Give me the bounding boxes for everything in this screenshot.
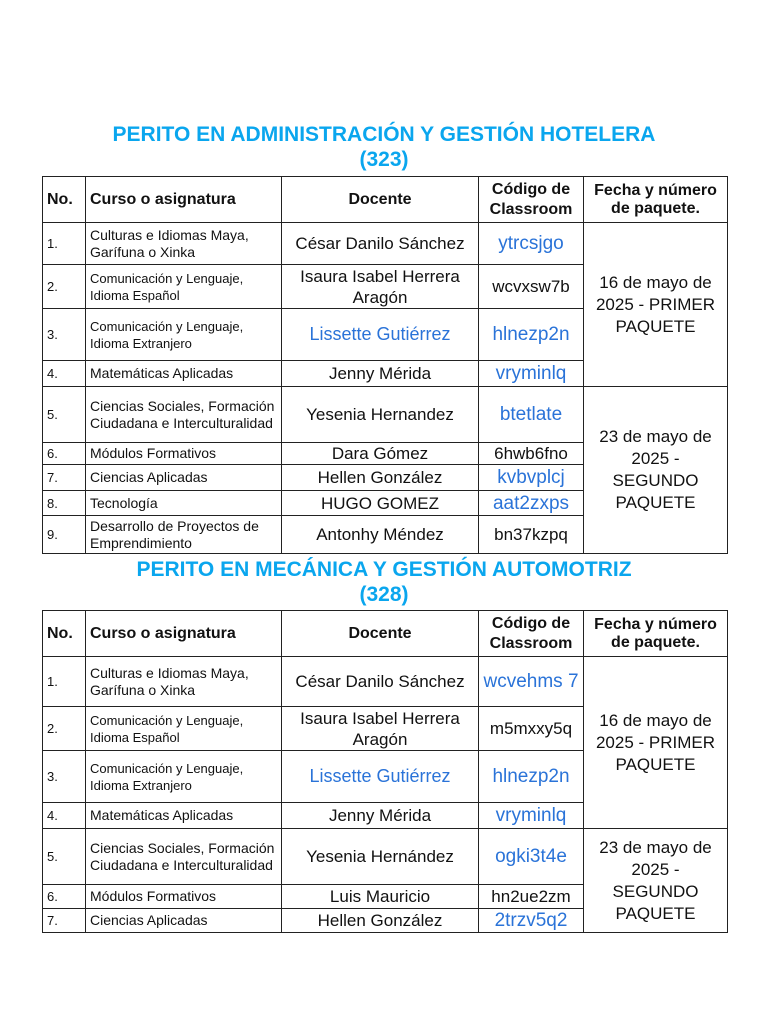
row-number: 3. bbox=[43, 309, 86, 361]
row-number: 1. bbox=[43, 223, 86, 265]
course-name: Comunicación y Lenguaje, Idioma Español bbox=[86, 265, 282, 309]
header-no: No. bbox=[43, 177, 86, 223]
course-name: Comunicación y Lenguaje, Idioma Extranjero bbox=[86, 309, 282, 361]
classroom-code: wcvxsw7b bbox=[479, 265, 584, 309]
row-number: 4. bbox=[43, 803, 86, 829]
classroom-code: m5mxxy5q bbox=[479, 707, 584, 751]
teacher-name: Jenny Mérida bbox=[282, 361, 479, 387]
header-date: Fecha y número de paquete. bbox=[584, 177, 728, 223]
course-name: Comunicación y Lenguaje, Idioma Extranjero bbox=[86, 751, 282, 803]
classroom-code[interactable]: ytrcsjgo bbox=[479, 223, 584, 265]
row-number: 6. bbox=[43, 443, 86, 465]
row-number: 3. bbox=[43, 751, 86, 803]
table-row bbox=[43, 387, 728, 443]
teacher-name: César Danilo Sánchez bbox=[282, 223, 479, 265]
classroom-code[interactable]: btetlate bbox=[479, 387, 584, 443]
row-number: 1. bbox=[43, 657, 86, 707]
row-number: 2. bbox=[43, 707, 86, 751]
course-name: Ciencias Aplicadas bbox=[86, 909, 282, 933]
schedule-table bbox=[42, 610, 728, 933]
table-row bbox=[43, 657, 728, 707]
package-date: 23 de mayo de 2025 - SEGUNDO PAQUETE bbox=[584, 387, 728, 554]
section-title bbox=[0, 122, 768, 172]
classroom-code[interactable]: hlnezp2n bbox=[479, 309, 584, 361]
header-course: Curso o asignatura bbox=[86, 611, 282, 657]
teacher-name: Antonhy Méndez bbox=[282, 516, 479, 554]
row-number: 7. bbox=[43, 465, 86, 491]
course-name: Módulos Formativos bbox=[86, 443, 282, 465]
teacher-name: Jenny Mérida bbox=[282, 803, 479, 829]
course-name: Matemáticas Aplicadas bbox=[86, 803, 282, 829]
teacher-name: Hellen González bbox=[282, 909, 479, 933]
teacher-name: Dara Gómez bbox=[282, 443, 479, 465]
course-name: Tecnología bbox=[86, 491, 282, 516]
table-header-row bbox=[43, 177, 728, 223]
program-code: (323) bbox=[359, 148, 409, 171]
course-name: Desarrollo de Proyectos de Emprendimiento bbox=[86, 516, 282, 554]
package-date: 16 de mayo de 2025 - PRIMER PAQUETE bbox=[584, 223, 728, 387]
teacher-name: Isaura Isabel Herrera Aragón bbox=[282, 707, 479, 751]
header-no: No. bbox=[43, 611, 86, 657]
header-course: Curso o asignatura bbox=[86, 177, 282, 223]
course-name: Ciencias Sociales, Formación Ciudadana e Interculturalidad bbox=[86, 829, 282, 885]
teacher-name: Isaura Isabel Herrera Aragón bbox=[282, 265, 479, 309]
header-code: Código de Classroom bbox=[479, 177, 584, 223]
program-code: (328) bbox=[359, 583, 409, 606]
schedule-table bbox=[42, 176, 728, 554]
classroom-code[interactable]: hlnezp2n bbox=[479, 751, 584, 803]
row-number: 7. bbox=[43, 909, 86, 933]
classroom-code: hn2ue2zm bbox=[479, 885, 584, 909]
course-name: Ciencias Aplicadas bbox=[86, 465, 282, 491]
course-name: Comunicación y Lenguaje, Idioma Español bbox=[86, 707, 282, 751]
classroom-code[interactable]: ogki3t4e bbox=[479, 829, 584, 885]
classroom-code[interactable]: vryminlq bbox=[479, 361, 584, 387]
row-number: 8. bbox=[43, 491, 86, 516]
classroom-code[interactable]: kvbvplcj bbox=[479, 465, 584, 491]
row-number: 2. bbox=[43, 265, 86, 309]
classroom-code: bn37kzpq bbox=[479, 516, 584, 554]
header-teacher: Docente bbox=[282, 177, 479, 223]
course-name: Módulos Formativos bbox=[86, 885, 282, 909]
header-teacher: Docente bbox=[282, 611, 479, 657]
row-number: 5. bbox=[43, 829, 86, 885]
teacher-name[interactable]: Lissette Gutiérrez bbox=[282, 751, 479, 803]
classroom-code[interactable]: vryminlq bbox=[479, 803, 584, 829]
table-row bbox=[43, 829, 728, 885]
table-row bbox=[43, 223, 728, 265]
classroom-code[interactable]: aat2zxps bbox=[479, 491, 584, 516]
teacher-name: HUGO GOMEZ bbox=[282, 491, 479, 516]
program-name: PERITO EN ADMINISTRACIÓN Y GESTIÓN HOTELERA bbox=[112, 123, 656, 146]
row-number: 9. bbox=[43, 516, 86, 554]
course-name: Ciencias Sociales, Formación Ciudadana e Interculturalidad bbox=[86, 387, 282, 443]
classroom-code[interactable]: 2trzv5q2 bbox=[479, 909, 584, 933]
row-number: 5. bbox=[43, 387, 86, 443]
teacher-name: Luis Mauricio bbox=[282, 885, 479, 909]
package-date: 16 de mayo de 2025 - PRIMER PAQUETE bbox=[584, 657, 728, 829]
teacher-name[interactable]: Lissette Gutiérrez bbox=[282, 309, 479, 361]
teacher-name: Yesenia Hernández bbox=[282, 829, 479, 885]
classroom-code: 6hwb6fno bbox=[479, 443, 584, 465]
package-date: 23 de mayo de 2025 - SEGUNDO PAQUETE bbox=[584, 829, 728, 933]
teacher-name: César Danilo Sánchez bbox=[282, 657, 479, 707]
course-name: Matemáticas Aplicadas bbox=[86, 361, 282, 387]
course-name: Culturas e Idiomas Maya, Garífuna o Xinka bbox=[86, 657, 282, 707]
classroom-code[interactable]: wcvehms 7 bbox=[479, 657, 584, 707]
program-name: PERITO EN MECÁNICA Y GESTIÓN AUTOMOTRIZ bbox=[136, 558, 632, 581]
row-number: 6. bbox=[43, 885, 86, 909]
table-header-row bbox=[43, 611, 728, 657]
course-name: Culturas e Idiomas Maya, Garífuna o Xinka bbox=[86, 223, 282, 265]
teacher-name: Yesenia Hernandez bbox=[282, 387, 479, 443]
row-number: 4. bbox=[43, 361, 86, 387]
header-date: Fecha y número de paquete. bbox=[584, 611, 728, 657]
teacher-name: Hellen González bbox=[282, 465, 479, 491]
section-title bbox=[0, 557, 768, 607]
header-code: Código de Classroom bbox=[479, 611, 584, 657]
